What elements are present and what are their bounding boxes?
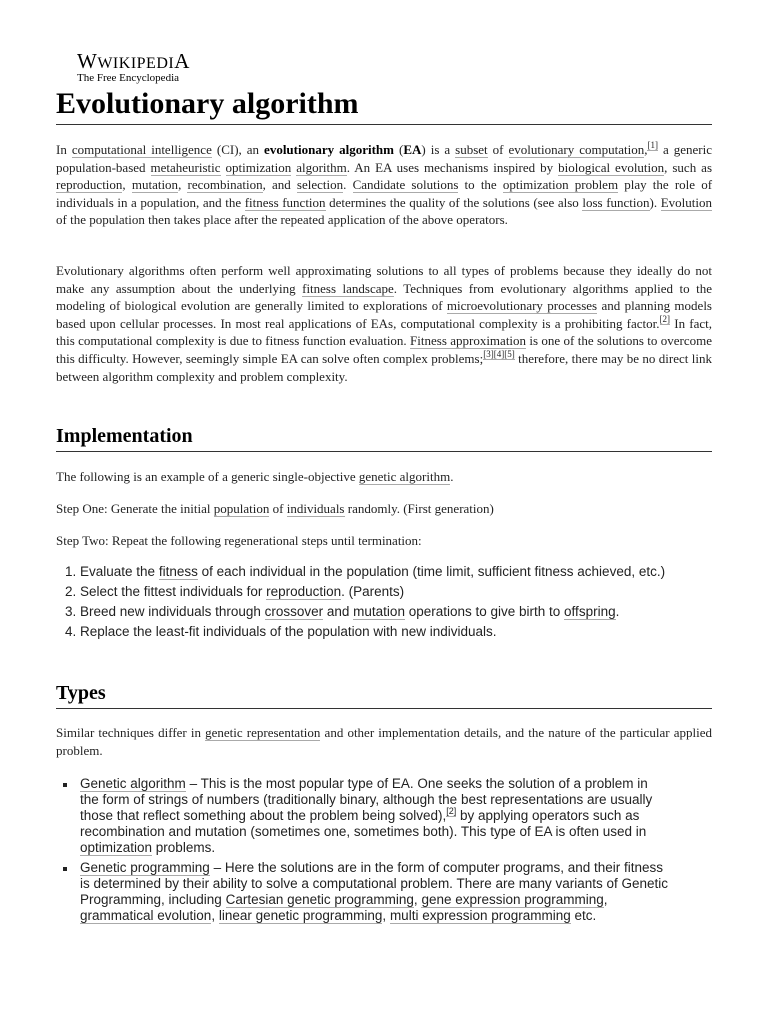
link-mutation-step[interactable]: mutation <box>353 604 405 619</box>
link-reproduction[interactable]: reproduction <box>56 177 123 193</box>
link-fitness[interactable]: fitness <box>158 564 198 579</box>
link-evolution[interactable]: Evolution <box>660 194 712 210</box>
link-subset[interactable]: subset <box>455 142 488 157</box>
link-genetic-algorithm-type[interactable]: Genetic algorithm <box>80 776 186 791</box>
bold-term: evolutionary algorithm <box>264 142 394 157</box>
heading-types: Types <box>56 682 106 704</box>
link-evolutionary-computation[interactable]: evolutionary computation <box>508 142 645 157</box>
list-item: Genetic algorithm – This is the most popular type of EA. One seeks the solution of a problem in the form of strings of numbers (traditionally binary, although the best representations are usually those that reflect something about the problem being solved),[2] by applying operators such as recombination and mutation (sometimes one, sometimes both). This type of EA is often used in optimization problems. <box>80 776 670 856</box>
link-gene-expression-programming[interactable]: gene expression programming <box>421 892 604 907</box>
ref-2-types[interactable]: [2] <box>446 806 457 816</box>
link-optimization-types[interactable]: optimization <box>80 840 153 855</box>
ref-3[interactable]: [3] <box>483 348 494 359</box>
ref-1[interactable]: [1] <box>647 140 658 150</box>
link-recombination[interactable]: recombination <box>187 177 263 193</box>
link-genetic-representation[interactable]: genetic representation <box>205 725 321 740</box>
link-crossover[interactable]: crossover <box>264 604 324 619</box>
link-fitness-approximation[interactable]: Fitness approximation <box>410 333 527 349</box>
link-fitness-function[interactable]: fitness function <box>244 194 326 210</box>
link-grammatical-evolution[interactable]: grammatical evolution <box>80 908 212 923</box>
link-genetic-algorithm[interactable]: genetic algorithm <box>358 469 451 484</box>
second-paragraph: Evolutionary algorithms often perform well approximating solutions to all types of problems because they ideally do not make any assumption about the underlying fitness landscape. Techniques from evolutionary algorithms applied to the modeling of biological evolution are generally limited to explorations of microevolutionary processes and planning models based upon cellular processes. In most real applications of EAs, computational complexity is a prohibiting factor.[2] In fact, this computational complexity is due to fitness function evaluation. Fitness approximation is one of the solutions to overcome this difficulty. However, seemingly simple EA can solve often complex problems;[3][4][5] therefore, there may be no direct link between algorithm complexity and problem complexity. <box>56 263 713 384</box>
step-one: Step One: Generate the initial population of individuals randomly. (First generation) <box>56 501 494 516</box>
link-optimization[interactable]: optimization <box>225 159 292 175</box>
link-candidate-solutions[interactable]: Candidate solutions <box>352 177 459 193</box>
implementation-intro: The following is an example of a generic single-objective genetic algorithm. <box>56 469 454 484</box>
intro-paragraph: In computational intelligence (CI), an evolutionary algorithm (EA) is a subset of evolutionary computation,[1] a generic population-based metaheuristic optimization algorithm. An EA uses mechanisms inspired by biological evolution, such as reproduction, mutation, recombination, and selection. Candidate solutions to the optimization problem play the role of individuals in a population, and the fitness function determines the quality of the solutions (see also loss function). Evolution of the population then takes place after the repeated application of the above operators. <box>56 140 713 228</box>
link-computational-intelligence[interactable]: computational intelligence <box>71 142 212 157</box>
wikipedia-wordmark[interactable]: WWIKIPEDIA <box>77 49 190 73</box>
list-item: Genetic programming – Here the solutions are in the form of computer programs, and their fitness is determined by their ability to solve a computational problem. There are many variants of Genetic Programming, including Cartesian genetic programming, gene expression programming, grammatical evolution, linear genetic programming, multi expression programming etc. <box>80 860 669 923</box>
page-title: Evolutionary algorithm <box>56 87 359 120</box>
types-intro: Similar techniques differ in genetic representation and other implementation details, and the nature of the particular applied problem. <box>56 725 712 758</box>
link-algorithm[interactable]: algorithm <box>296 159 347 175</box>
link-fitness-landscape[interactable]: fitness landscape <box>302 280 394 296</box>
link-genetic-programming[interactable]: Genetic programming <box>80 860 210 875</box>
wikipedia-tagline: The Free Encyclopedia <box>77 72 180 84</box>
link-biological-evolution[interactable]: biological evolution <box>558 159 665 175</box>
ref-5[interactable]: [5] <box>504 348 515 359</box>
link-reproduction-step[interactable]: reproduction <box>266 584 342 599</box>
step-two: Step Two: Repeat the following regenerational steps until termination: <box>56 533 422 548</box>
bold-abbr: EA <box>403 142 422 157</box>
implementation-divider <box>56 451 712 452</box>
link-metaheuristic[interactable]: metaheuristic <box>150 159 221 175</box>
types-divider <box>56 708 712 709</box>
link-mutation[interactable]: mutation <box>131 177 179 193</box>
link-optimization-problem[interactable]: optimization problem <box>502 177 619 193</box>
types-list <box>56 776 670 928</box>
title-divider <box>56 124 712 125</box>
link-loss-function[interactable]: loss function <box>582 194 650 210</box>
link-linear-gp[interactable]: linear genetic programming <box>218 908 383 923</box>
link-population[interactable]: population <box>213 501 270 516</box>
list-item: 2. Select the fittest individuals for reproduction. (Parents) <box>80 584 680 600</box>
ref-4[interactable]: [4] <box>493 348 505 359</box>
link-microevolutionary-processes[interactable]: microevolutionary processes <box>446 298 598 314</box>
link-multi-expression-programming[interactable]: multi expression programming <box>389 908 571 923</box>
list-item: 3. Breed new individuals through crossover and mutation operations to give birth to offspring. <box>80 604 680 620</box>
link-offspring[interactable]: offspring <box>564 604 616 619</box>
heading-implementation: Implementation <box>56 425 193 447</box>
link-selection[interactable]: selection <box>296 177 344 193</box>
ref-2[interactable]: [2] <box>659 313 671 324</box>
link-cartesian-gp[interactable]: Cartesian genetic programming <box>225 892 414 907</box>
link-individuals[interactable]: individuals <box>286 501 345 516</box>
step-list <box>56 564 680 644</box>
list-item: 1. Evaluate the fitness of each individual in the population (time limit, sufficient fitness achieved, etc.) <box>80 564 680 580</box>
list-item: 4. Replace the least-fit individuals of the population with new individuals. <box>80 624 680 640</box>
